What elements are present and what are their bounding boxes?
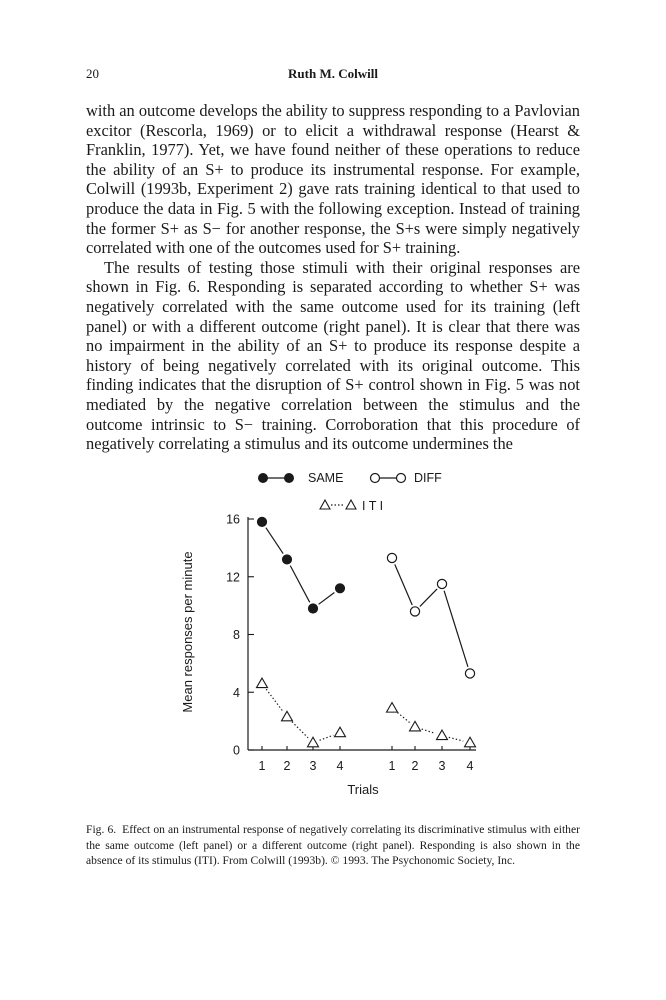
x-tick-label: 2 <box>283 759 291 773</box>
figure-caption <box>86 822 580 869</box>
chart-legend <box>259 471 443 513</box>
series-lines <box>266 528 468 741</box>
x-tick-label: 3 <box>438 759 446 773</box>
legend-same-label: SAME <box>308 471 344 485</box>
data-point-open-triangle <box>410 721 421 731</box>
series-segment <box>444 591 468 667</box>
legend-diff-marker-left <box>371 474 380 483</box>
data-point-open-triangle <box>282 711 293 721</box>
paragraph-2: The results of testing those stimuli with their original responses are shown in Fig. 6. Responding is separated according to whether S+ was negatively correlated with the same outcome used for its training (left panel) or with a different outcome (right panel). It is clear that there was no impairment in the ability of an S+ to produce its response despite a history of being negatively correlated with its original outcome. This finding indicates that the disruption of S+ control shown in Fig. 5 was not mediated by the negative correlation between the stimulus and the outcome intrinsic to S− training. Corroboration that this procedure of negatively correlating a stimulus and its outcome undermines the <box>86 257 580 454</box>
series-segment <box>319 592 335 604</box>
y-tick-label: 12 <box>226 570 240 585</box>
data-point-open-circle <box>437 579 446 588</box>
body-text <box>86 101 580 454</box>
legend-diff-marker-right <box>397 474 406 483</box>
paragraph-1: with an outcome develops the ability to suppress responding to a Pavlovian excitor (Rescorla, 1969) or to elicit a withdrawal response (Hearst & Franklin, 1977). Yet, we have found neither of these operations to reduce the ability of an S+ to produce its instrumental response. For example, Colwill (1993b, Experiment 2) gave rats training identical to that used to produce the data in Fig. 5 with the following exception. Instead of training the former S+ as S− for another response, the S+s were simply negatively correlated with one of the outcomes used for S+ training. <box>86 101 580 258</box>
legend-same-marker-right <box>285 474 294 483</box>
series-segment <box>266 528 283 554</box>
data-point-open-triangle <box>335 727 346 737</box>
y-axis-ticks <box>226 513 254 758</box>
page-header <box>86 66 580 88</box>
x-tick-label: 1 <box>258 759 266 773</box>
series-segment <box>290 566 309 603</box>
x-axis-label: Trials <box>347 782 379 797</box>
data-point-open-triangle <box>308 737 319 747</box>
caption-label: Fig. 6. <box>86 823 117 836</box>
data-point-filled-circle <box>308 604 317 613</box>
series-segment <box>420 589 437 606</box>
y-tick-label: 4 <box>233 685 240 700</box>
series-segment <box>395 564 412 605</box>
series-segment <box>292 722 308 738</box>
series-segment <box>397 713 409 723</box>
figure-6-chart <box>170 460 500 805</box>
data-point-filled-circle <box>282 555 291 564</box>
series-segment <box>422 729 436 733</box>
data-point-filled-circle <box>335 584 344 593</box>
y-axis-label: Mean responses per minute <box>180 551 195 713</box>
data-point-open-triangle <box>387 703 398 713</box>
page-number: 20 <box>86 66 99 81</box>
legend-iti-label: I T I <box>362 499 384 513</box>
data-point-open-circle <box>387 553 396 562</box>
x-tick-label: 2 <box>411 759 419 773</box>
series-markers <box>257 517 476 746</box>
x-tick-label: 4 <box>466 759 474 773</box>
x-tick-label: 4 <box>336 759 344 773</box>
data-point-open-triangle <box>257 678 268 688</box>
data-point-open-circle <box>465 669 474 678</box>
running-title: Ruth M. Colwill <box>288 66 378 81</box>
data-point-filled-circle <box>257 517 266 526</box>
data-point-open-triangle <box>437 730 448 740</box>
caption-text: Effect on an instrumental response of negatively correlating its discriminative stimulus with either the same outcome (left panel) or a different outcome (right panel). Responding is also shown in the absence of its stimulus (ITI). From Colwill (1993b). © 1993. The Psychonomic Society, Inc. <box>86 823 580 867</box>
x-tick-label: 1 <box>388 759 396 773</box>
y-tick-label: 8 <box>233 628 240 642</box>
legend-iti-marker-left <box>320 500 330 509</box>
y-tick-label: 0 <box>233 743 240 758</box>
legend-iti-marker-right <box>346 500 356 509</box>
x-tick-label: 3 <box>309 759 317 773</box>
legend-diff-label: DIFF <box>414 471 442 485</box>
series-segment <box>266 689 283 711</box>
y-tick-label: 16 <box>226 512 240 527</box>
data-point-open-circle <box>410 607 419 616</box>
series-segment <box>449 737 463 741</box>
series-segment <box>320 735 334 740</box>
data-point-open-triangle <box>465 737 476 747</box>
legend-same-marker-left <box>259 474 268 483</box>
